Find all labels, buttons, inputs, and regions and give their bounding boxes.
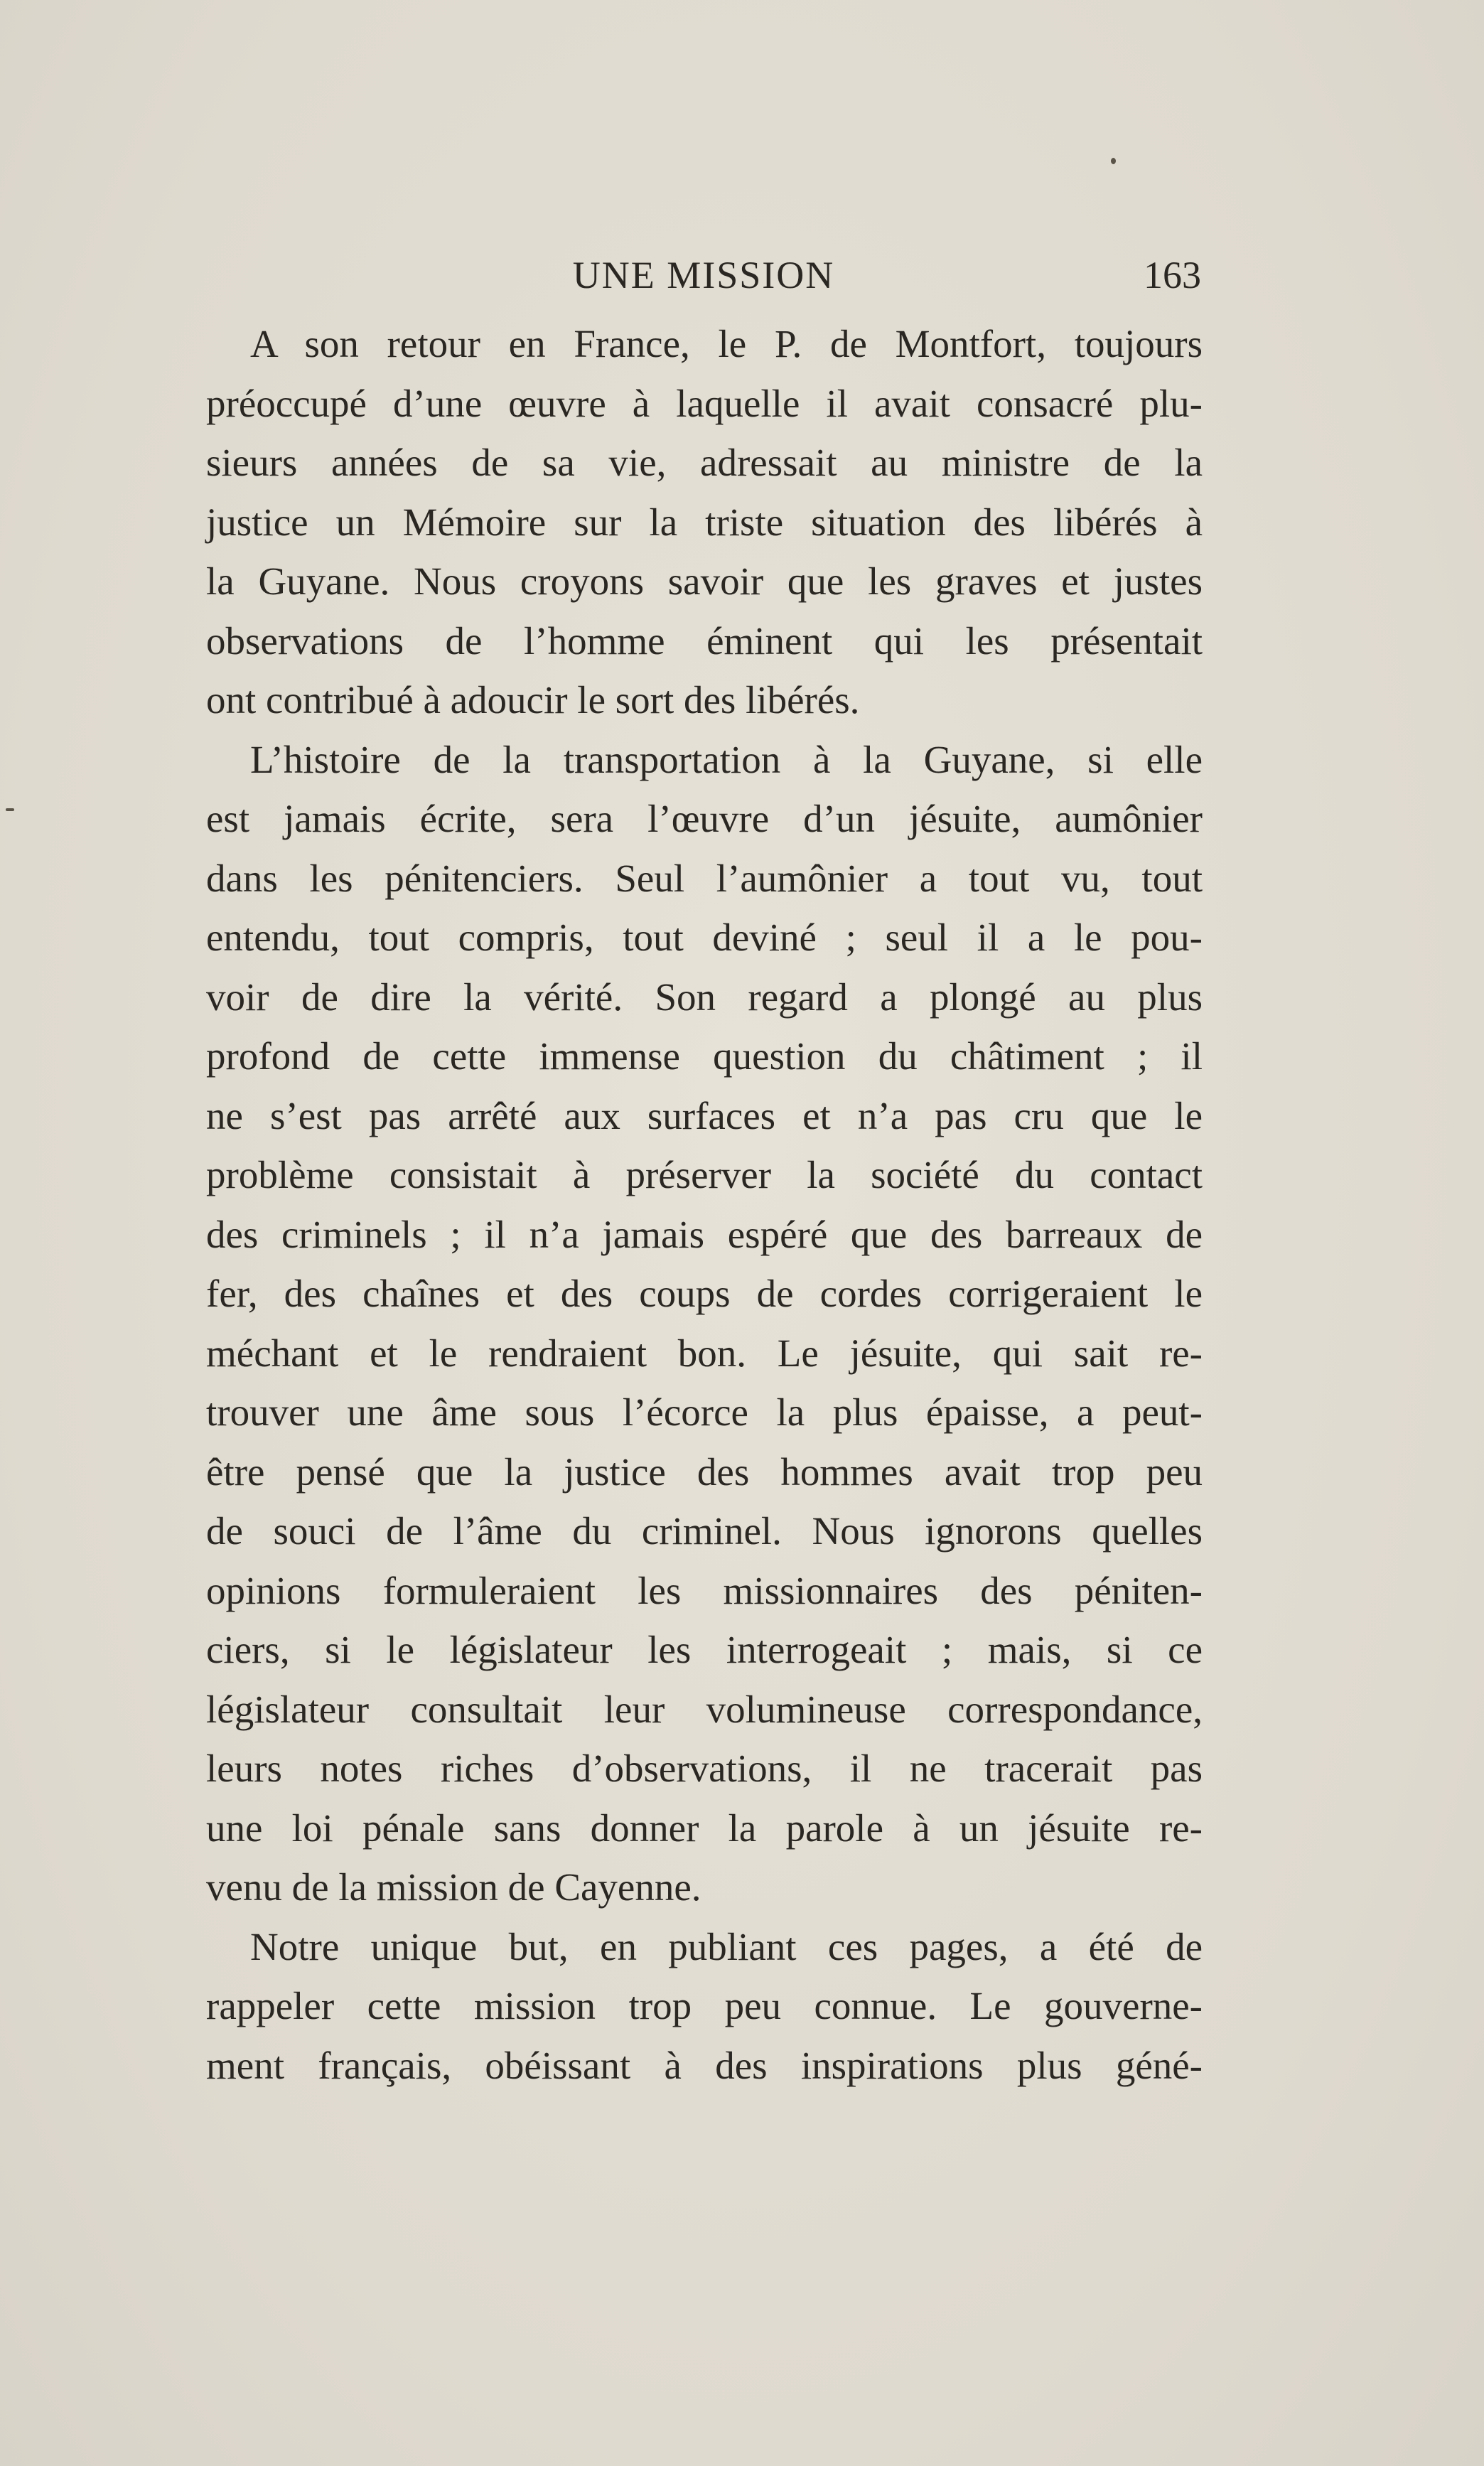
text-line: trouver une âme sous l’écorce la plus épaisse, a peut- xyxy=(206,1390,1203,1434)
text-line: opinions formuleraient les missionnaires des péniten- xyxy=(206,1568,1203,1612)
text-line: rappeler cette mission trop peu connue. Le gouverne- xyxy=(206,1984,1203,2027)
text-line: entendu, tout compris, tout deviné ; seul il a le pou- xyxy=(206,916,1203,959)
text-line: profond de cette immense question du châtiment ; il xyxy=(206,1034,1203,1078)
text-line: problème consistait à préserver la société du contact xyxy=(206,1153,1203,1196)
text-line: ont contribué à adoucir le sort des libérés. xyxy=(206,678,860,722)
running-head xyxy=(206,250,1201,300)
text-line: dans les pénitenciers. Seul l’aumônier a tout vu, tout xyxy=(206,856,1203,900)
paragraph xyxy=(206,314,1203,730)
text-line: justice un Mémoire sur la triste situation des libérés à xyxy=(206,500,1203,544)
paper-speck xyxy=(6,808,14,811)
text-line: ne s’est pas arrêté aux surfaces et n’a pas cru que le xyxy=(206,1093,1203,1137)
body-text xyxy=(206,314,1203,2095)
text-line: Notre unique but, en publiant ces pages, a été de xyxy=(250,1924,1203,1968)
text-line: législateur consultait leur volumineuse correspondance, xyxy=(206,1687,1203,1731)
paragraph xyxy=(206,730,1203,1917)
text-line: sieurs années de sa vie, adressait au ministre de la xyxy=(206,441,1203,484)
text-line: L’histoire de la transportation à la Guyane, si elle xyxy=(250,737,1203,781)
page-number: 163 xyxy=(1144,254,1201,296)
text-line: la Guyane. Nous croyons savoir que les graves et justes xyxy=(206,559,1203,603)
text-line: venu de la mission de Cayenne. xyxy=(206,1865,701,1909)
text-line: leurs notes riches d’observations, il ne tracerait pas xyxy=(206,1747,1203,1790)
text-line: méchant et le rendraient bon. Le jésuite, qui sait re- xyxy=(206,1331,1203,1375)
text-line: A son retour en France, le P. de Montfort, toujours xyxy=(250,322,1203,365)
text-line: des criminels ; il n’a jamais espéré que des barreaux de xyxy=(206,1212,1203,1256)
text-line: fer, des chaînes et des coups de cordes corrigeraient le xyxy=(206,1272,1203,1315)
paragraph xyxy=(206,1917,1203,2096)
text-line: observations de l’homme éminent qui les présentait xyxy=(206,618,1203,663)
text-line: ciers, si le législateur les interrogeait ; mais, si ce xyxy=(206,1628,1203,1671)
paper-speck xyxy=(1111,158,1116,164)
text-line: préoccupé d’une œuvre à laquelle il avait consacré plu- xyxy=(206,381,1203,425)
text-line: être pensé que la justice des hommes avait trop peu xyxy=(206,1449,1203,1494)
running-title: UNE MISSION xyxy=(572,254,835,296)
text-line: est jamais écrite, sera l’œuvre d’un jésuite, aumônier xyxy=(206,797,1203,840)
text-line: une loi pénale sans donner la parole à un jésuite re- xyxy=(206,1806,1203,1850)
text-line: ment français, obéissant à des inspirations plus géné- xyxy=(206,2043,1203,2087)
text-line: de souci de l’âme du criminel. Nous ignorons quelles xyxy=(206,1509,1203,1553)
text-line: voir de dire la vérité. Son regard a plongé au plus xyxy=(206,975,1203,1019)
